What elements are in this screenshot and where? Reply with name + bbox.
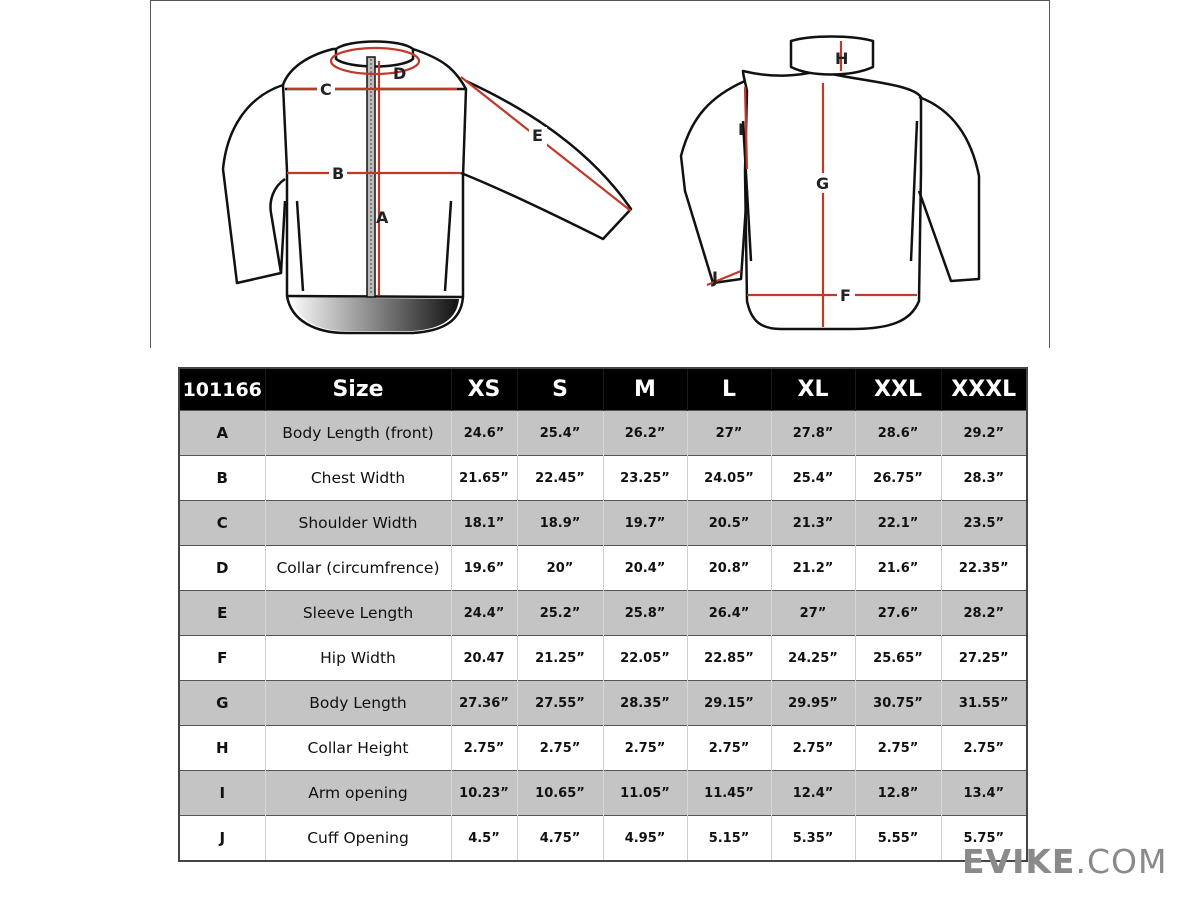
measure-key: H bbox=[179, 726, 265, 771]
measure-value: 2.75” bbox=[771, 726, 855, 771]
label-I: I bbox=[738, 120, 744, 139]
measure-value: 20.8” bbox=[687, 546, 771, 591]
measure-name: Collar Height bbox=[265, 726, 451, 771]
measure-value: 10.65” bbox=[517, 771, 603, 816]
measure-value: 20.5” bbox=[687, 501, 771, 546]
table-row bbox=[179, 591, 1027, 636]
label-H: H bbox=[835, 49, 849, 68]
label-C: C bbox=[320, 80, 332, 99]
measure-value: 20” bbox=[517, 546, 603, 591]
label-A: A bbox=[376, 208, 389, 227]
table-row bbox=[179, 501, 1027, 546]
table-row bbox=[179, 546, 1027, 591]
measure-value: 4.95” bbox=[603, 816, 687, 862]
size-col-xs: XS bbox=[451, 368, 517, 411]
table-row bbox=[179, 456, 1027, 501]
measure-key: G bbox=[179, 681, 265, 726]
table-header bbox=[179, 368, 1027, 411]
measure-value: 27.55” bbox=[517, 681, 603, 726]
size-col-l: L bbox=[687, 368, 771, 411]
label-B: B bbox=[332, 164, 345, 183]
measure-value: 30.75” bbox=[855, 681, 941, 726]
measure-value: 5.75” bbox=[941, 816, 1027, 862]
jacket-diagram bbox=[150, 0, 1050, 348]
measure-value: 21.6” bbox=[855, 546, 941, 591]
measure-value: 11.45” bbox=[687, 771, 771, 816]
label-G: G bbox=[816, 174, 830, 193]
logo-bold: EVIKE bbox=[962, 842, 1076, 881]
label-E: E bbox=[532, 126, 543, 145]
product-code: 101166 bbox=[179, 368, 265, 411]
measure-value: 28.3” bbox=[941, 456, 1027, 501]
measure-value: 28.2” bbox=[941, 591, 1027, 636]
measure-value: 29.95” bbox=[771, 681, 855, 726]
zipper-icon bbox=[367, 57, 375, 297]
measure-value: 22.45” bbox=[517, 456, 603, 501]
measure-value: 5.55” bbox=[855, 816, 941, 862]
measure-value: 23.25” bbox=[603, 456, 687, 501]
measure-value: 21.2” bbox=[771, 546, 855, 591]
table-row bbox=[179, 726, 1027, 771]
measure-value: 25.4” bbox=[771, 456, 855, 501]
measure-value: 4.5” bbox=[451, 816, 517, 862]
measure-key: C bbox=[179, 501, 265, 546]
label-D: D bbox=[393, 64, 407, 83]
measure-key: A bbox=[179, 411, 265, 456]
measure-value: 25.2” bbox=[517, 591, 603, 636]
measure-value: 27” bbox=[687, 411, 771, 456]
measure-value: 19.6” bbox=[451, 546, 517, 591]
measure-value: 27” bbox=[771, 591, 855, 636]
measure-name: Arm opening bbox=[265, 771, 451, 816]
measure-value: 10.23” bbox=[451, 771, 517, 816]
measure-value: 27.36” bbox=[451, 681, 517, 726]
measure-value: 24.6” bbox=[451, 411, 517, 456]
measure-value: 21.25” bbox=[517, 636, 603, 681]
measure-value: 2.75” bbox=[517, 726, 603, 771]
measure-value: 26.4” bbox=[687, 591, 771, 636]
measure-name: Hip Width bbox=[265, 636, 451, 681]
measure-name: Shoulder Width bbox=[265, 501, 451, 546]
measure-value: 21.3” bbox=[771, 501, 855, 546]
size-chart-table bbox=[178, 367, 1028, 862]
size-header: Size bbox=[265, 368, 451, 411]
measure-value: 2.75” bbox=[451, 726, 517, 771]
measure-value: 22.05” bbox=[603, 636, 687, 681]
measure-value: 20.47 bbox=[451, 636, 517, 681]
measure-value: 12.8” bbox=[855, 771, 941, 816]
label-F: F bbox=[840, 286, 851, 305]
measure-value: 12.4” bbox=[771, 771, 855, 816]
measure-value: 23.5” bbox=[941, 501, 1027, 546]
measure-name: Sleeve Length bbox=[265, 591, 451, 636]
size-col-xxl: XXL bbox=[855, 368, 941, 411]
size-col-xxxl: XXXL bbox=[941, 368, 1027, 411]
measure-value: 27.8” bbox=[771, 411, 855, 456]
measure-name: Body Length bbox=[265, 681, 451, 726]
measure-key: E bbox=[179, 591, 265, 636]
measure-value: 26.2” bbox=[603, 411, 687, 456]
table-row bbox=[179, 816, 1027, 862]
measure-value: 28.6” bbox=[855, 411, 941, 456]
measure-value: 22.85” bbox=[687, 636, 771, 681]
table-row bbox=[179, 771, 1027, 816]
table-row bbox=[179, 636, 1027, 681]
measure-value: 24.25” bbox=[771, 636, 855, 681]
measure-value: 25.8” bbox=[603, 591, 687, 636]
table-body bbox=[179, 411, 1027, 862]
table-row bbox=[179, 411, 1027, 456]
jacket-illustration bbox=[151, 1, 1051, 349]
size-col-s: S bbox=[517, 368, 603, 411]
jacket-front bbox=[223, 42, 631, 334]
measure-key: I bbox=[179, 771, 265, 816]
table-row bbox=[179, 681, 1027, 726]
size-col-xl: XL bbox=[771, 368, 855, 411]
measure-value: 24.05” bbox=[687, 456, 771, 501]
measure-value: 19.7” bbox=[603, 501, 687, 546]
measure-value: 20.4” bbox=[603, 546, 687, 591]
measure-value: 29.2” bbox=[941, 411, 1027, 456]
measure-name: Body Length (front) bbox=[265, 411, 451, 456]
measure-value: 22.1” bbox=[855, 501, 941, 546]
measure-value: 22.35” bbox=[941, 546, 1027, 591]
measure-value: 28.35” bbox=[603, 681, 687, 726]
measure-value: 21.65” bbox=[451, 456, 517, 501]
measure-value: 29.15” bbox=[687, 681, 771, 726]
measure-value: 25.4” bbox=[517, 411, 603, 456]
measure-value: 31.55” bbox=[941, 681, 1027, 726]
evike-logo bbox=[962, 842, 1172, 882]
measure-value: 2.75” bbox=[687, 726, 771, 771]
size-col-m: M bbox=[603, 368, 687, 411]
measure-value: 5.15” bbox=[687, 816, 771, 862]
measure-key: D bbox=[179, 546, 265, 591]
measure-value: 11.05” bbox=[603, 771, 687, 816]
measure-value: 27.25” bbox=[941, 636, 1027, 681]
measure-name: Chest Width bbox=[265, 456, 451, 501]
measure-value: 4.75” bbox=[517, 816, 603, 862]
measure-key: B bbox=[179, 456, 265, 501]
measure-key: J bbox=[179, 816, 265, 862]
measure-value: 18.1” bbox=[451, 501, 517, 546]
measure-value: 13.4” bbox=[941, 771, 1027, 816]
measure-value: 5.35” bbox=[771, 816, 855, 862]
measure-value: 24.4” bbox=[451, 591, 517, 636]
label-J: J bbox=[712, 268, 718, 287]
measure-value: 18.9” bbox=[517, 501, 603, 546]
measure-value: 2.75” bbox=[603, 726, 687, 771]
measure-value: 27.6” bbox=[855, 591, 941, 636]
measure-name: Cuff Opening bbox=[265, 816, 451, 862]
measure-key: F bbox=[179, 636, 265, 681]
measure-name: Collar (circumfrence) bbox=[265, 546, 451, 591]
logo-light: .COM bbox=[1075, 842, 1168, 881]
measure-value: 25.65” bbox=[855, 636, 941, 681]
measure-value: 26.75” bbox=[855, 456, 941, 501]
measure-value: 2.75” bbox=[855, 726, 941, 771]
measure-value: 2.75” bbox=[941, 726, 1027, 771]
